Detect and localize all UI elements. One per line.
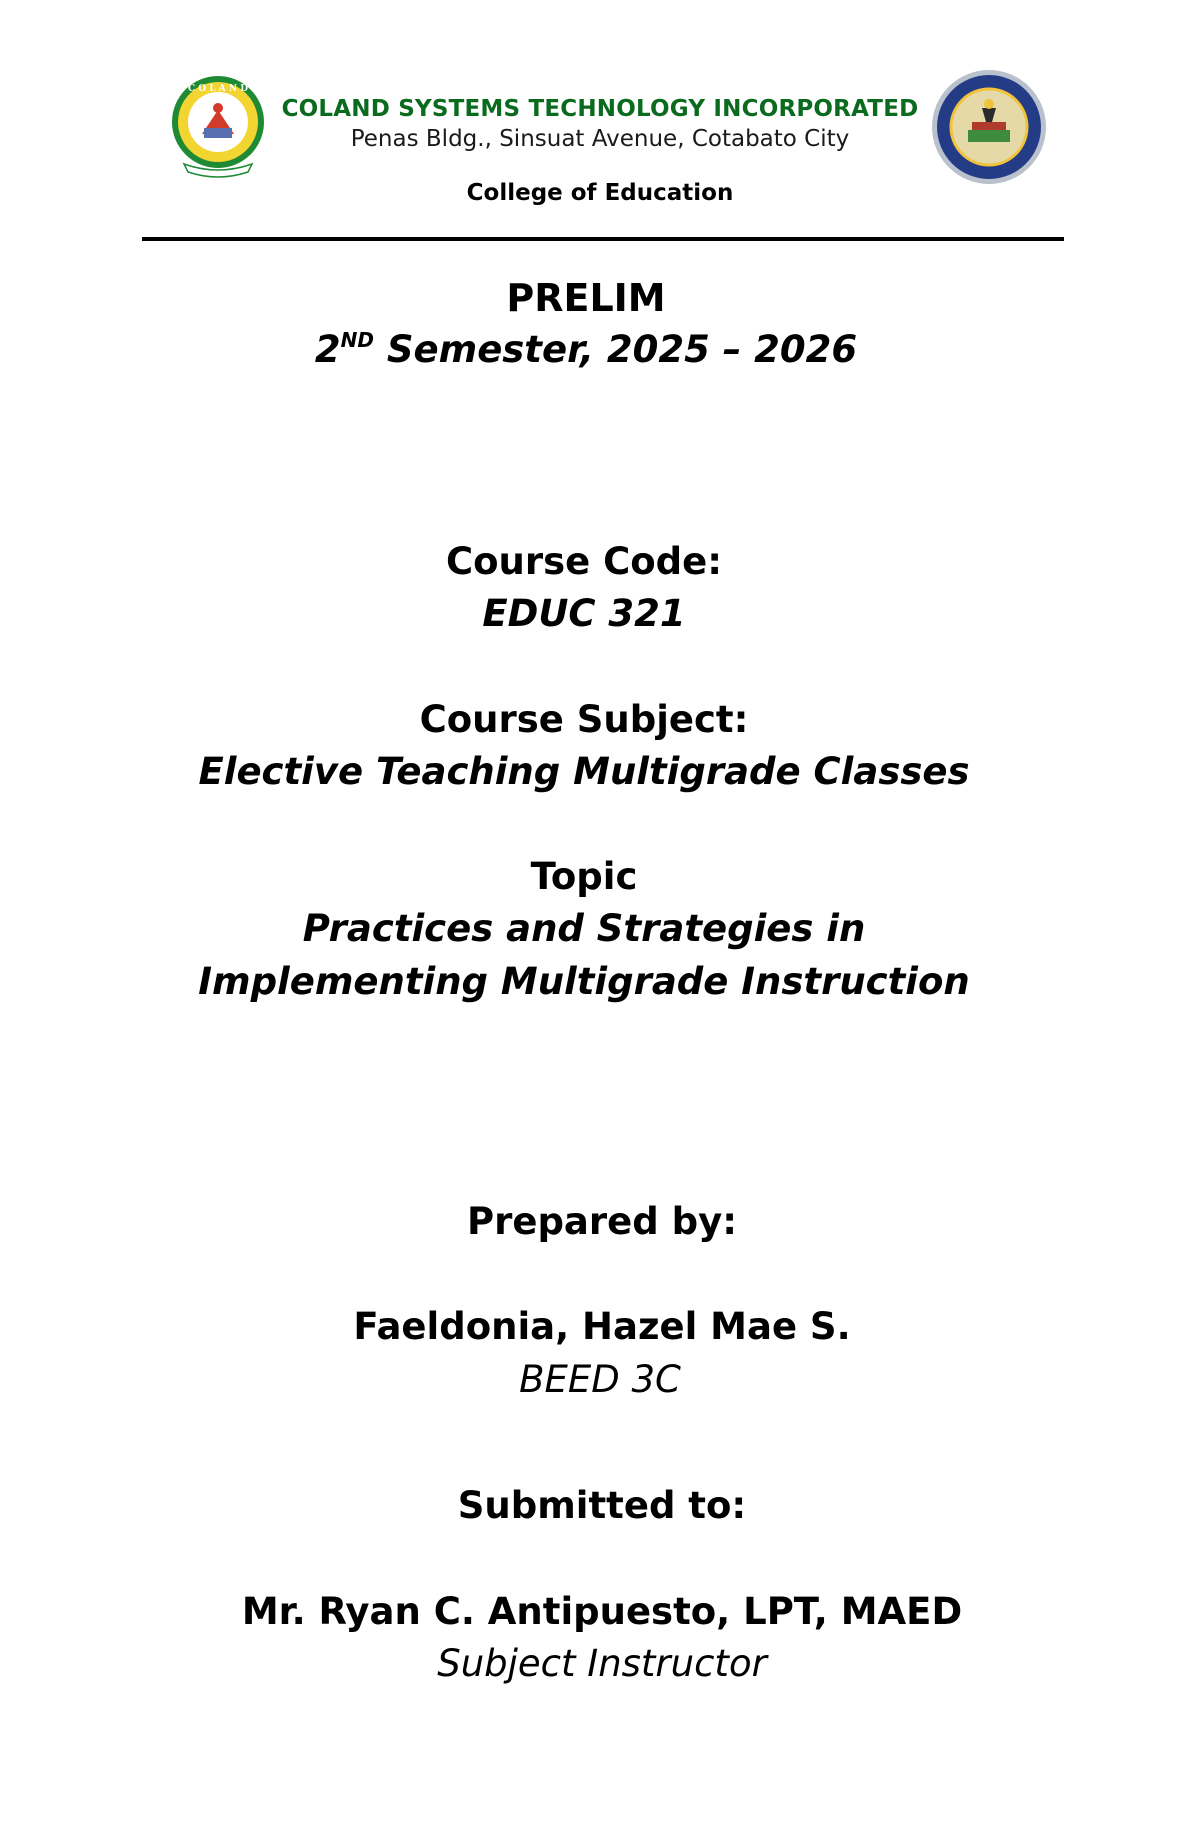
header-divider bbox=[142, 237, 1064, 241]
student-name: Faeldonia, Hazel Mae S. bbox=[353, 1305, 851, 1348]
course-subject-value: Elective Teaching Multigrade Classes bbox=[198, 750, 970, 793]
college-name: College of Education bbox=[466, 180, 734, 206]
topic-line-1: Practices and Strategies in bbox=[302, 907, 866, 950]
semester-suffix: ND bbox=[340, 328, 375, 352]
instructor-name: Mr. Ryan C. Antipuesto, LPT, MAED bbox=[241, 1590, 963, 1633]
svg-text:C O L A N D: C O L A N D bbox=[187, 84, 249, 94]
submitted-to-label: Submitted to: bbox=[457, 1484, 747, 1527]
prepared-by-label: Prepared by: bbox=[466, 1200, 738, 1243]
topic-line-2: Implementing Multigrade Instruction bbox=[198, 960, 970, 1003]
course-code-value: EDUC 321 bbox=[482, 592, 686, 635]
course-subject-label: Course Subject: bbox=[419, 698, 749, 741]
topic-label: Topic bbox=[530, 855, 638, 898]
semester-rest: Semester, 2025 – 2026 bbox=[374, 328, 858, 371]
exam-title: PRELIM bbox=[506, 276, 666, 320]
student-section: BEED 3C bbox=[519, 1358, 681, 1401]
school-address: Penas Bldg., Sinsuat Avenue, Cotabato City bbox=[350, 126, 850, 152]
semester-ordinal: 2 bbox=[314, 328, 341, 371]
instructor-role: Subject Instructor bbox=[437, 1642, 767, 1685]
school-name: COLAND SYSTEMS TECHNOLOGY INCORPORATED bbox=[281, 96, 919, 122]
semester-line bbox=[0, 328, 1186, 371]
course-code-label: Course Code: bbox=[445, 540, 723, 583]
